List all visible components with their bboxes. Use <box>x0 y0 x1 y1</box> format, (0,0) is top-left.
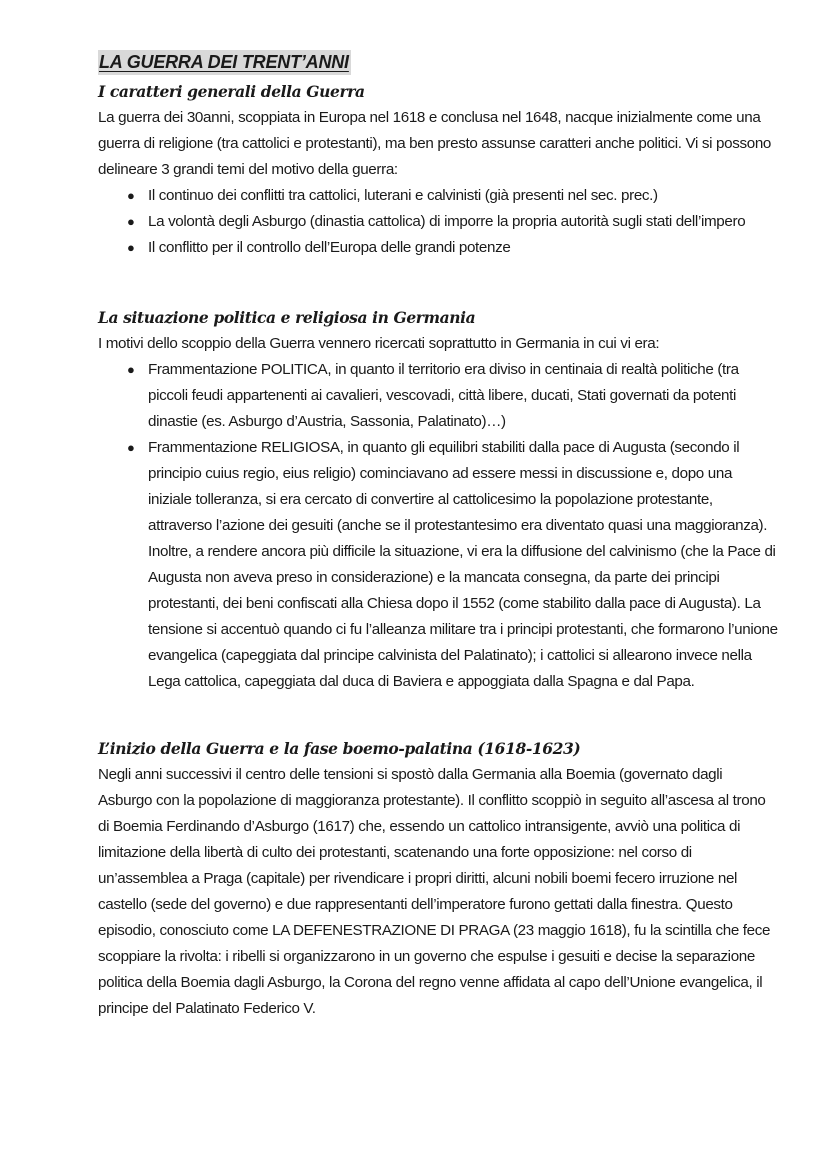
spacer <box>98 695 778 736</box>
section-heading-germania: La situazione politica e religiosa in Germania <box>98 308 476 327</box>
list-item <box>98 183 778 209</box>
bullet-icon: ● <box>127 214 135 229</box>
list-item <box>98 357 778 435</box>
list-item-text: La volontà degli Asburgo (dinastia cattolica) di imporre la propria autorità sugli stati dell’impero <box>148 213 746 230</box>
bullet-list-frammentazione <box>98 357 778 695</box>
bullet-icon: ● <box>127 440 135 455</box>
section-intro-germania: I motivi dello scoppio della Guerra vennero ricercati soprattutto in Germania in cui vi era: <box>98 335 660 352</box>
list-item <box>98 209 778 235</box>
section-heading-inizio: L’inizio della Guerra e la fase boemo-palatina (1618-1623) <box>98 739 581 758</box>
bullet-icon: ● <box>127 362 135 377</box>
bullet-icon: ● <box>127 240 135 255</box>
list-item-text: Il conflitto per il controllo dell’Europa delle grandi potenze <box>148 239 511 256</box>
list-item <box>98 435 778 695</box>
bullet-list-temi <box>98 183 778 261</box>
document-title: LA GUERRA DEI TRENT’ANNI <box>98 50 351 75</box>
section-body-inizio: Negli anni successivi il centro delle tensioni si spostò dalla Germania alla Boemia (governato dagli Asburgo con la popolazione di maggioranza protestante). Il conflitto scoppiò in seguito all’ascesa al trono di Boemia Ferdinando d’Asburgo (1617) che, essendo un cattolico intransigente, avviò una politica di limitazione della libertà di culto dei protestanti, scatenando una forte opposizione: nel corso di un’assemblea a Praga (capitale) per rivendicare i propri diritti, alcuni nobili boemi fecero irruzione nel castello (sede del governo) e due rappresentanti dell’imperatore furono gettati dalla finestra. Questo episodio, conosciuto come LA DEFENESTRAZIONE DI PRAGA (23 maggio 1618), fu la scintilla che fece scoppiare la rivolta: i ribelli si organizzarono in un governo che espulse i gesuiti e decise la separazione politica della Boemia dagli Asburgo, la Corona del regno venne affidata al capo dell’Unione evangelica, il principe del Palatinato Federico V. <box>98 766 771 1017</box>
bullet-icon: ● <box>127 188 135 203</box>
list-item-text: Frammentazione RELIGIOSA, in quanto gli equilibri stabiliti dalla pace di Augusta (secondo il principio cuius regio, eius religio) cominciavano ad essere messi in discussione e, dopo una iniziale tolleranza, si era cercato di convertire al cattolicesimo la popolazione protestante, attraverso l’azione dei gesuiti (anche se il protestantesimo era diventato quasi una maggioranza). Inoltre, a rendere ancora più difficile la situazione, vi era la diffusione del calvinismo (che la Pace di Augusta non aveva preso in considerazione) e la mancata consegna, da parte dei principi protestanti, dei beni confiscati alla Chiesa dopo il 1552 (come stabilito dalla pace di Augusta). La tensione si accentuò quando ci fu l’alleanza militare tra i principi protestanti, che formarono l’unione evangelica (capeggiata dal principe calvinista del Palatinato); i cattolici si allearono invece nella Lega cattolica, capeggiata dal duca di Baviera e appoggiata dalla Spagna e dal Papa. <box>148 439 778 690</box>
section-intro-caratteri: La guerra dei 30anni, scoppiata in Europa nel 1618 e conclusa nel 1648, nacque inizialmente come una guerra di religione (tra cattolici e protestanti), ma ben presto assunse caratteri anche politici. Vi si possono delineare 3 grandi temi del motivo della guerra: <box>98 109 772 178</box>
list-item <box>98 235 778 261</box>
section-heading-caratteri: I caratteri generali della Guerra <box>98 82 365 101</box>
spacer <box>98 261 778 305</box>
list-item-text: Frammentazione POLITICA, in quanto il territorio era diviso in centinaia di realtà politiche (tra piccoli feudi appartenenti ai cavalieri, vescovadi, città libere, ducati, Stati governati da potenti dinastie (es. Asburgo d’Austria, Sassonia, Palatinato)…) <box>148 361 739 430</box>
list-item-text: Il continuo dei conflitti tra cattolici, luterani e calvinisti (già presenti nel sec. prec.) <box>148 187 658 204</box>
document-page <box>98 50 778 1022</box>
